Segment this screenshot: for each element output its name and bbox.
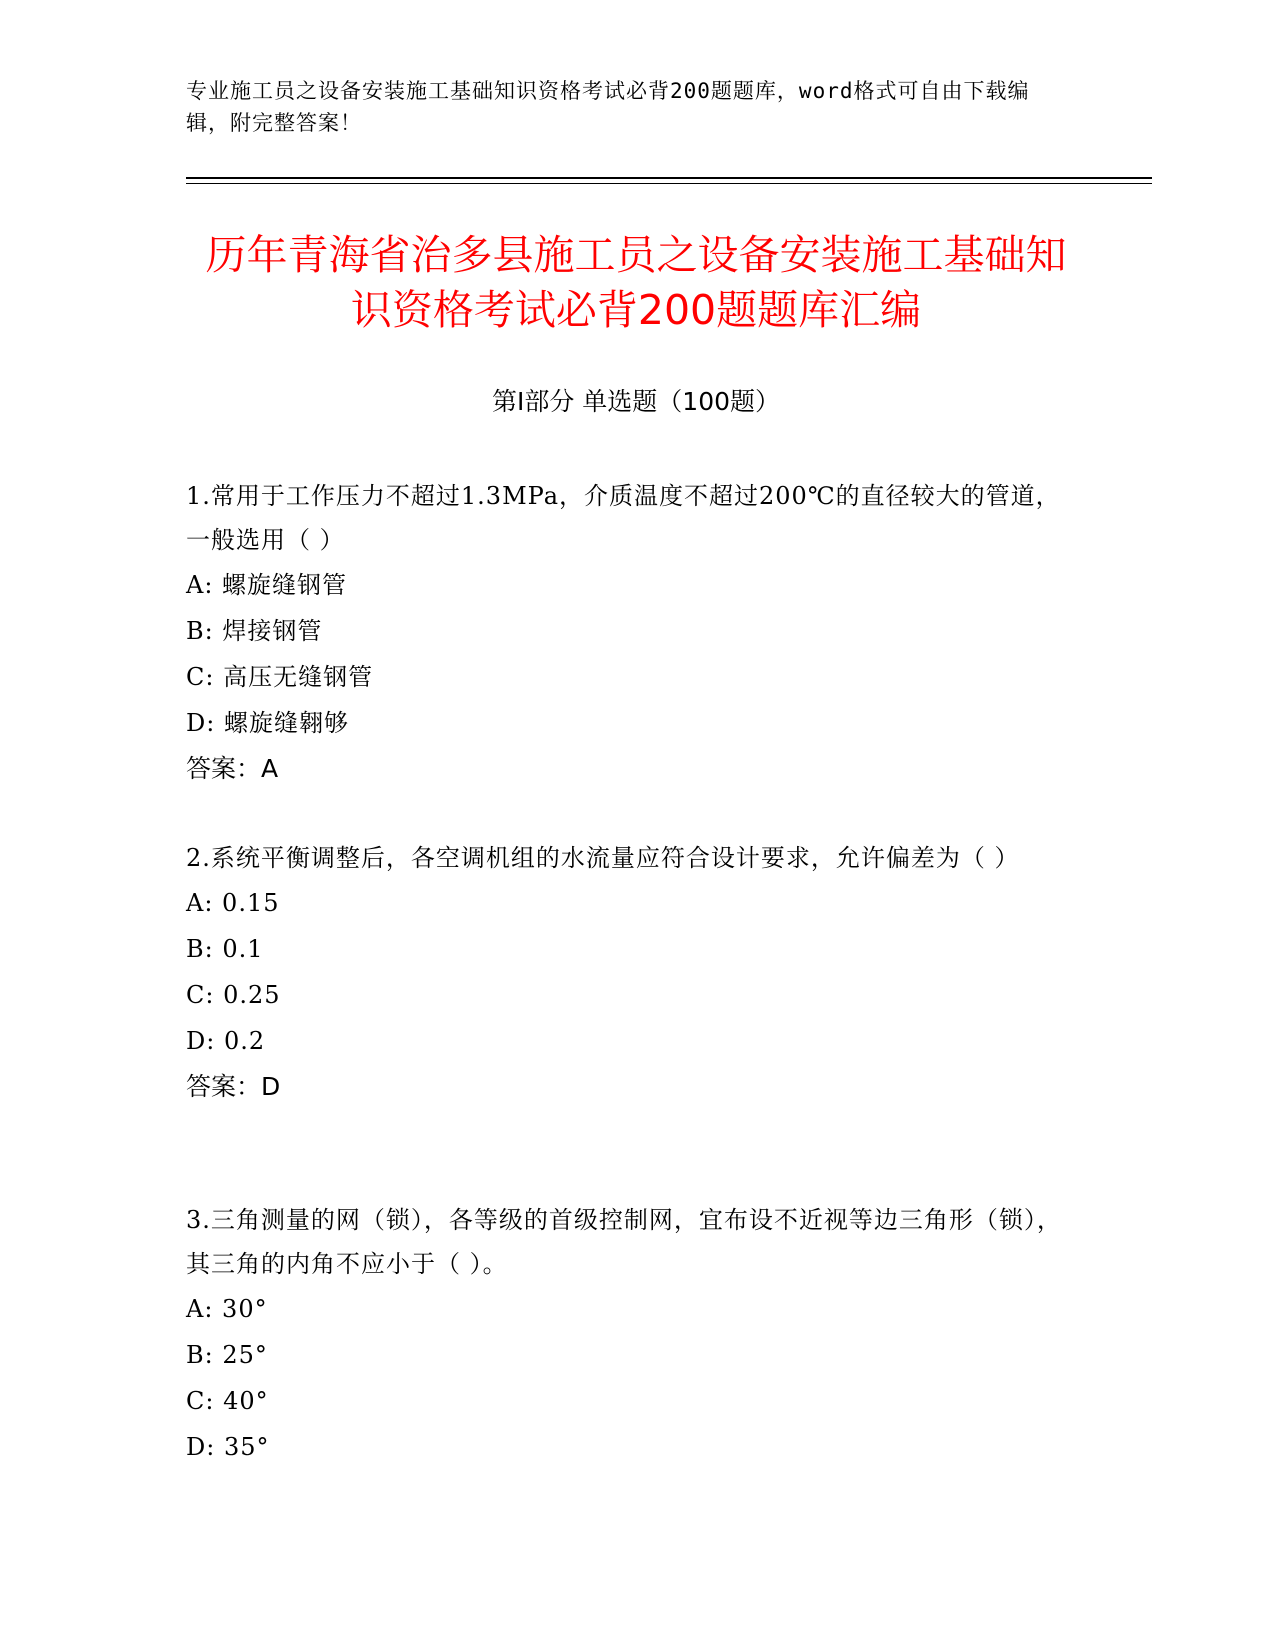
question-block [186,474,1066,792]
option-a: A: 0.15 [186,889,280,917]
header-divider-thick [186,177,1152,179]
header-divider-thin [186,183,1152,184]
question-stem: 2.系统平衡调整后，各空调机组的水流量应符合设计要求，允许偏差为（ ） [186,844,1020,872]
question-block [186,836,1066,1110]
option-b: B: 25° [186,1341,268,1369]
option-c: C: 高压无缝钢管 [186,663,374,691]
option-b: B: 0.1 [186,935,264,963]
option-d: D: 螺旋缝翱够 [186,709,349,737]
option-d: D: 0.2 [186,1027,266,1055]
option-d: D: 35° [186,1433,270,1461]
option-b: B: 焊接钢管 [186,617,323,645]
header-note: 专业施工员之设备安装施工基础知识资格考试必背200题题库，word格式可自由下载编辑，附完整答案！ [186,79,1030,135]
option-c: C: 40° [186,1387,269,1415]
question-stem: 3.三角测量的网（锁），各等级的首级控制网，宜布设不近视等边三角形（锁），其三角的内角不应小于（ ）。 [186,1206,1062,1278]
option-a: A: 螺旋缝钢管 [186,571,348,599]
section-title: 第Ⅰ部分 单选题（100题） [491,387,781,416]
document-title: 历年青海省治多县施工员之设备安装施工基础知识资格考试必背200题题库汇编 [205,231,1067,334]
question-stem: 1.常用于工作压力不超过1.3MPa，介质温度不超过200℃的直径较大的管道，一般选用（ ） [186,482,1061,554]
option-a: A: 30° [186,1295,268,1323]
answer-label: 答案：A [186,754,279,783]
answer-label: 答案：D [186,1072,281,1101]
question-block [186,1198,1066,1470]
option-c: C: 0.25 [186,981,281,1009]
